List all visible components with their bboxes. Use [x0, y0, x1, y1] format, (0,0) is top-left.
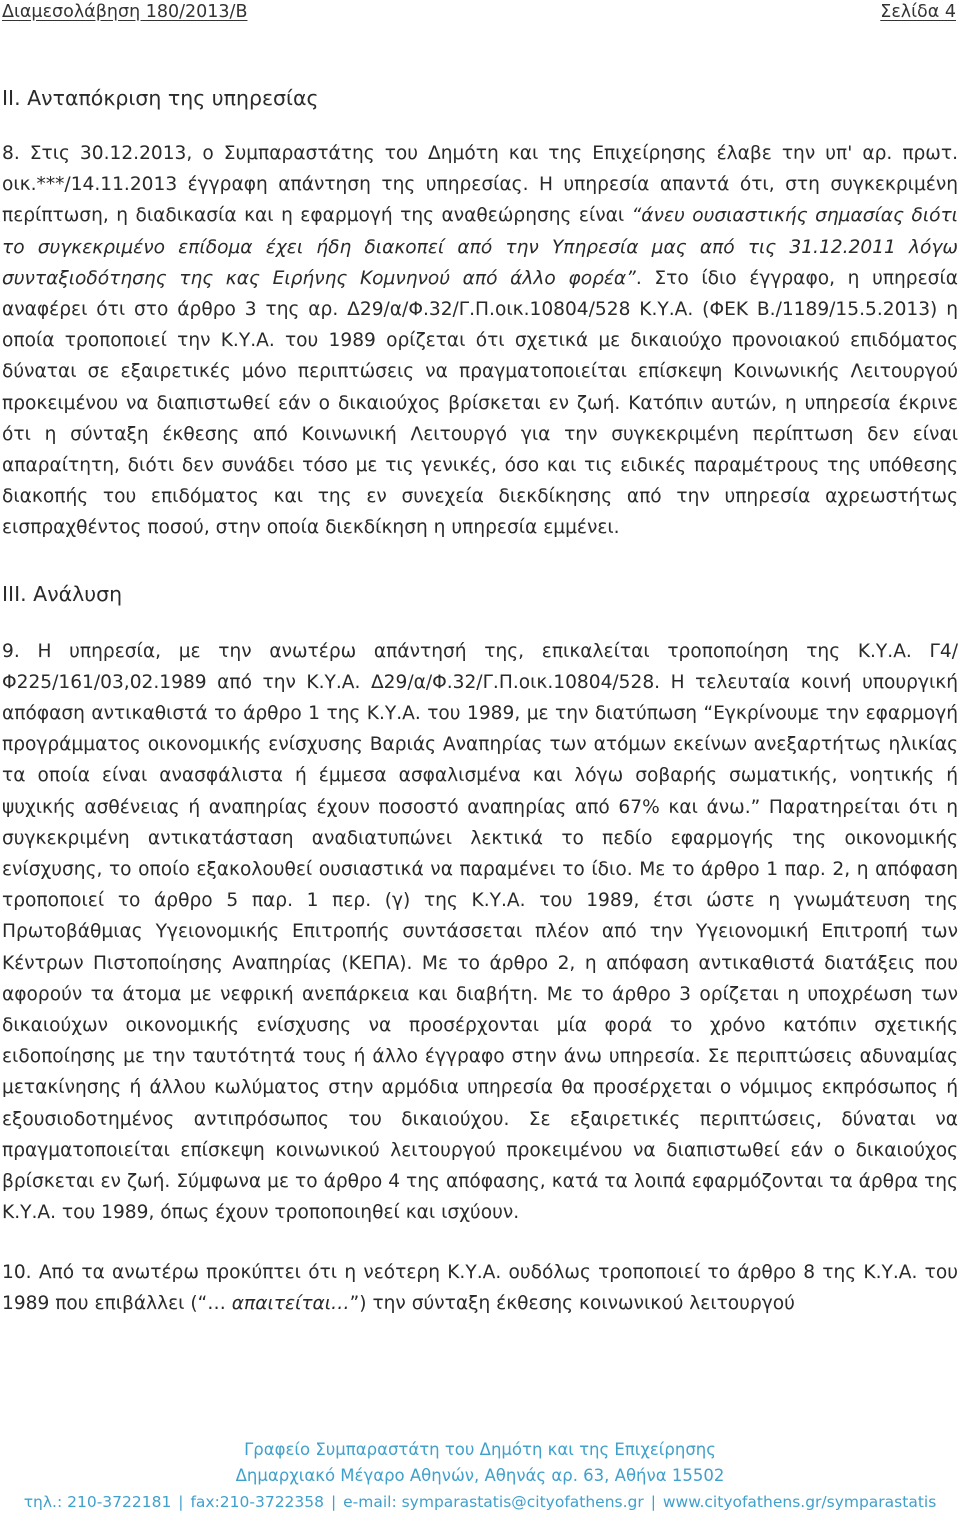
footer-email-link[interactable]: e-mail: symparastatis@cityofathens.gr [343, 1493, 644, 1511]
page-footer [0, 1438, 960, 1518]
footer-office: Γραφείο Συμπαραστάτη του Δημότη και της Επιχείρησης [244, 1440, 716, 1459]
footer-website-link[interactable]: www.cityofathens.gr/symparastatis [662, 1493, 937, 1511]
footer-separator: | [330, 1493, 337, 1511]
paragraph-10-text-a: 10. Από τα ανωτέρω προκύπτει ότι η νεότερη Κ.Υ.Α. ουδόλως τροποποιεί το άρθρο 8 της Κ.Υ.Α. του 1989 που επιβάλλει (“… [2, 1261, 958, 1314]
page-number: Σελίδα 4 [880, 2, 956, 22]
footer-contacts [0, 1493, 960, 1511]
section-heading-response: ΙΙ. Ανταπόκριση της υπηρεσίας [2, 86, 319, 110]
footer-phone: τηλ.: 210-3722181 [23, 1493, 172, 1511]
paragraph-8-text-b: . Στο ίδιο έγγραφο, η υπηρεσία αναφέρει ότι στο άρθρο 3 της αρ. Δ29/α/Φ.32/Γ.Π.οικ.10804/528 Κ.Υ.Α. (ΦΕΚ Β./1189/15.5.2013) η οποία τροποποιεί την Κ.Υ.Α. του 1989 ορίζεται ότι σχετικά με δικαιούχο προνοιακού επιδόματος δύναται σε εξαιρετικές μόνο περιπτώσεις να πραγματοποιείται επίσκεψη Κοινωνικής Λειτουργού προκειμένου να διαπιστωθεί εάν ο δικαιούχος βρίσκεται εν ζωή. Κατόπιν αυτών, η υπηρεσία έκρινε ότι η σύνταξη έκθεσης από Κοινωνική Λειτουργό για την συγκεκριμένη περίπτωση δεν είναι απαραίτητη, διότι δεν συνάδει τόσο με τις γενικές, όσο και τις ειδικές παραμέτρους της υπόθεσης διακοπής του επιδόματος και της εν συνεχεία διεκδίκησης από την υπηρεσία αχρεωστήτως εισπραχθέντος ποσού, στην οποία διεκδίκηση η υπηρεσία εμμένει. [2, 267, 958, 539]
paragraph-8-quote: “άνευ ουσιαστικής σημασίας διότι το συγκεκριμένο επίδομα έχει ήδη διακοπεί από την Υπηρεσία μας από τις 31.12.2011 λόγω συνταξιοδότησης της κας Ειρήνης Κομνηνού από άλλο φορέα” [2, 205, 958, 289]
footer-separator: | [650, 1493, 656, 1511]
footer-separator: | [178, 1493, 184, 1511]
footer-address: Δημαρχιακό Μέγαρο Αθηνών, Αθηνάς αρ. 63, Αθήνα 15502 [235, 1466, 725, 1485]
page-header [2, 2, 956, 26]
paragraph-10 [2, 1257, 958, 1319]
paragraph-8 [2, 138, 958, 544]
document-body [2, 84, 958, 1319]
paragraph-9: 9. Η υπηρεσία, με την ανωτέρω απάντησή της, επικαλείται τροποποίηση της Κ.Υ.Α. Γ4/Φ225/161/03,02.1989 από την Κ.Υ.Α. Δ29/α/Φ.32/Γ.Π.οικ.10804/528. Η τελευταία κοινή υπουργική απόφαση αντικαθιστά το άρθρο 1 της Κ.Υ.Α. του 1989, με την διατύπωση “Εγκρίνουμε την εφαρμογή προγράμματος οικονομικής ενίσχυσης Βαριάς Αναπηρίας των ατόμων εκείνων ανεξαρτήτως ηλικίας τα οποία είναι ανασφάλιστα ή έμμεσα ασφαλισμένα και λόγω σοβαρής σωματικής, νοητικής ή ψυχικής ασθένειας ή αναπηρίας έχουν ποσοστό αναπηρίας από 67% και άνω.” Παρατηρείται ότι η συγκεκριμένη αντικατάσταση αναδιατυπώνει λεκτικά το πεδίο εφαρμογής της οικονομικής ενίσχυσης, το οποίο εξακολουθεί ουσιαστικά να παραμένει το ίδιο. Με το άρθρο 1 παρ. 2, η απόφαση τροποποιεί το άρθρο 5 παρ. 1 περ. (γ) της Κ.Υ.Α. του 1989, έτσι ώστε η γνωμάτευση της Πρωτοβάθμιας Υγειονομικής Επιτροπής συντάσσεται πλέον από την Υγειονομική Επιτροπή των Κέντρων Πιστοποίησης Αναπηρίας (ΚΕΠΑ). Με το άρθρο 2, η απόφαση αντικαθιστά διατάξεις που αφορούν τα άτομα με νεφρική ανεπάρκεια και διαβήτη. Με το άρθρο 3 ορίζεται η υποχρέωση των δικαιούχων οικονομικής ενίσχυσης να προσέρχονται μία φορά το χρόνο κατόπιν σχετικής ειδοποίησης με την ταυτότητά τους ή άλλο έγγραφο στην άνω υπηρεσία. Σε περιπτώσεις αδυναμίας μετακίνησης ή άλλου κωλύματος στην αρμόδια υπηρεσία θα προσέρχεται ο νόμιμος εκπρόσωπος ή εξουσιοδοτημένος αντιπρόσωπος του δικαιούχου. Σε εξαιρετικές περιπτώσεις, δύναται να πραγματοποιείται επίσκεψη κοινωνικού λειτουργού προκειμένου να διαπιστωθεί εάν ο δικαιούχος βρίσκεται εν ζωή. Σύμφωνα με το άρθρο 4 της απόφασης, κατά τα λοιπά εφαρμόζονται τα άρθρα της Κ.Υ.Α. του 1989, όπως έχουν τροποποιηθεί και ισχύουν. [2, 640, 958, 1224]
paragraph-10-text-b: ”) την σύνταξη έκθεσης κοινωνικού λειτουργού [349, 1292, 795, 1314]
paragraph-10-quote: απαιτείται… [231, 1292, 350, 1314]
section-heading-analysis: ΙΙΙ. Ανάλυση [2, 581, 123, 606]
case-reference: Διαμεσολάβηση 180/2013/Β [2, 2, 248, 22]
footer-fax: fax:210-3722358 [190, 1493, 324, 1511]
paragraph-8-text-a: 8. Στις 30.12.2013, ο Συμπαραστάτης του Δημότη και της Επιχείρησης έλαβε την υπ' αρ. πρωτ. οικ.***/14.11.2013 έγγραφη απάντηση της υπηρεσίας. Η υπηρεσία απαντά ότι, στη συγκεκριμένη περίπτωση, η διαδικασία και η εφαρμογή της αναθεώρησης είναι [2, 143, 958, 227]
